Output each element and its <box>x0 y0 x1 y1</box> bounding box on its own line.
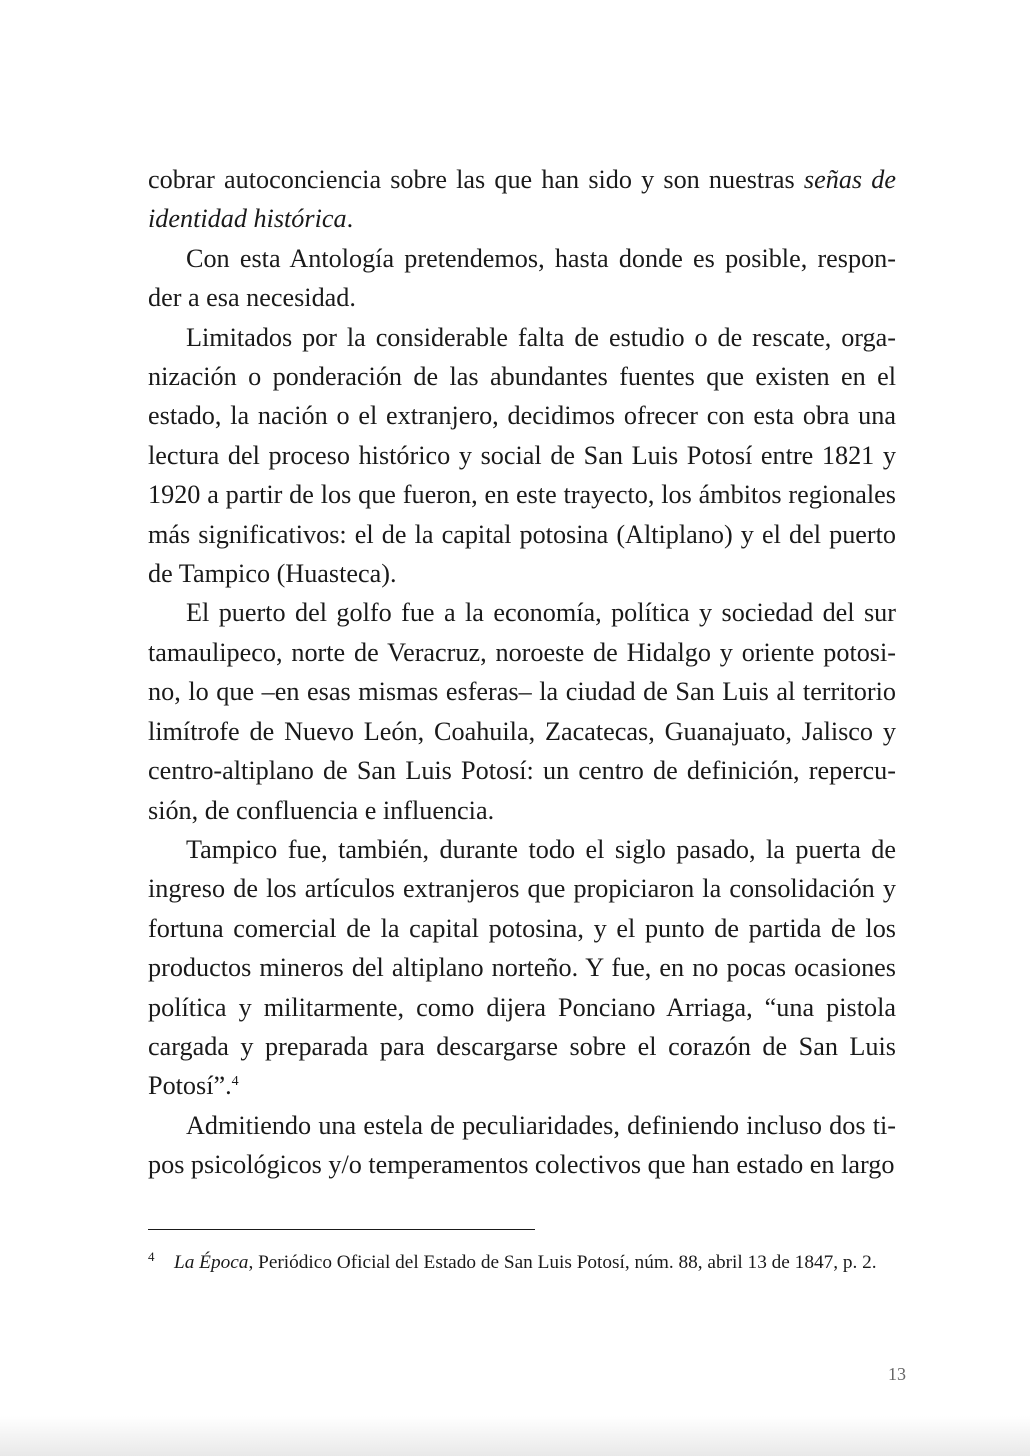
footnote-number: 4 <box>148 1249 155 1264</box>
main-text <box>148 160 896 1185</box>
paragraph-1 <box>148 160 896 239</box>
footnote-source-title: La Época <box>174 1252 249 1273</box>
paragraph-6: Admitiendo una estela de peculiaridades, definiendo incluso dos ti-pos psicológicos y/o temperamentos colectivos que han estado en largo <box>148 1110 896 1180</box>
paragraph-5 <box>148 830 896 1106</box>
bottom-shadow <box>0 1416 1030 1456</box>
footnote <box>148 1243 908 1277</box>
footnote-text: , Periódico Oficial del Estado de San Luis Potosí, núm. 88, abril 13 de 1847, p. 2. <box>248 1252 877 1273</box>
page-number: 13 <box>888 1364 906 1384</box>
paragraph-4: El puerto del golfo fue a la economía, política y sociedad del sur tamaulipeco, norte de Veracruz, noroeste de Hidalgo y oriente potosi-no, lo que –en esas mismas esferas– la ciudad de San Luis al territorio limítrofe de Nuevo León, Coahuila, Zacatecas, Guanajuato, Jalisco y centro-altiplano de San Luis Potosí: un centro de definición, repercu-sión, de confluencia e influencia. <box>148 598 896 825</box>
paragraph-2: Con esta Antología pretendemos, hasta donde es posible, respon-der a esa necesidad. <box>148 243 896 313</box>
paragraph-5-text: Tampico fue, también, durante todo el siglo pasado, la puerta de ingreso de los artículos extranjeros que propiciaron la consolidación y fortuna comercial de la capital potosina, y el punto de partida de los productos mineros del altiplano norteño. Y fue, en no pocas ocasiones política y militarmente, como dijera Ponciano Arriaga, “una pistola cargada y preparada para descargarse sobre el corazón de San Luis Potosí”. <box>148 834 896 1101</box>
footnote-divider <box>148 1229 535 1230</box>
paragraph-1-italic-phrase: señas de identidad histórica <box>148 165 896 234</box>
paragraph-1-text: cobrar autoconciencia sobre las que han sido y son nuestras <box>148 165 804 194</box>
footnote-reference[interactable]: 4 <box>231 1074 239 1090</box>
paragraph-1-end: . <box>346 204 354 234</box>
paragraph-3: Limitados por la considerable falta de estudio o de rescate, orga-nización o ponderación de las abundantes fuentes que existen en el estado, la nación o el extranjero, decidimos ofrecer con esta obra una lectura del proceso histórico y social de San Luis Potosí entre 1821 y 1920 a partir de los que fueron, en este trayecto, los ámbitos regionales más significativos: el de la capital potosina (Altiplano) y el del puerto de Tampico (Huasteca). <box>148 322 896 589</box>
